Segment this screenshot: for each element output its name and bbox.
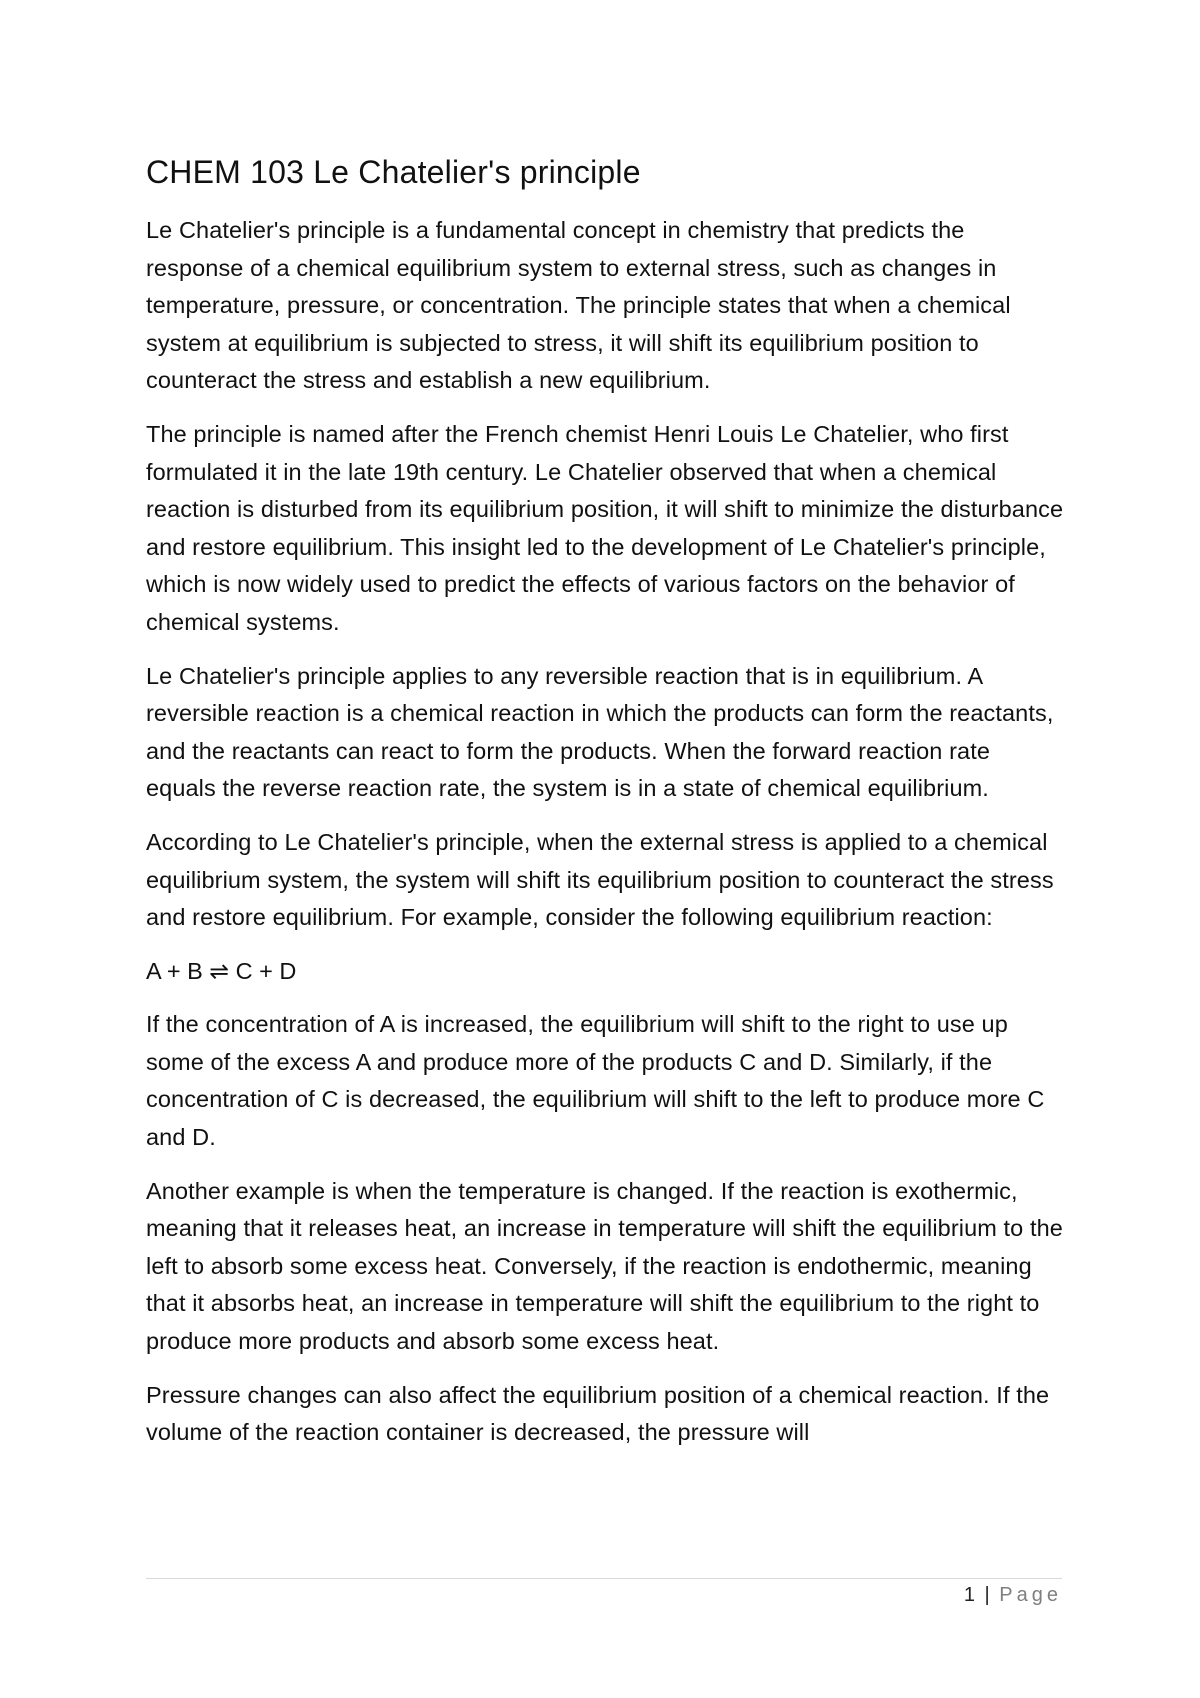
paragraph-temperature: Another example is when the temperature is changed. If the reaction is exothermic, meaning that it releases heat, an increase in temperature will shift the equilibrium to the left to absorb some excess heat. Conversely, if the reaction is endothermic, meaning that it absorbs heat, an increase in temperature will shift the equilibrium to the right to produce more products and absorb some excess heat. bbox=[146, 1177, 1063, 1355]
paragraph-reversible: Le Chatelier's principle applies to any reversible reaction that is in equilibrium. A reversible reaction is a chemical reaction in which the products can form the reactants, and the reactants can react to form the products. When the forward reaction rate equals the reverse reaction rate, the system is in a state of chemical equilibrium. bbox=[146, 662, 1054, 802]
paragraph-concentration: If the concentration of A is increased, the equilibrium will shift to the right to use up some of the excess A and produce more of the products C and D. Similarly, if the concentration of C is decreased, the equilibrium will shift to the left to produce more C and D. bbox=[146, 1011, 1045, 1151]
equilibrium-equation: A + B ⇌ C + D bbox=[146, 957, 297, 984]
footer-divider bbox=[146, 1578, 1062, 1579]
paragraph-history: The principle is named after the French chemist Henri Louis Le Chatelier, who first formulated it in the late 19th century. Le Chatelier observed that when a chemical reaction is disturbed from its equilibrium position, it will shift to minimize the disturbance and restore equilibrium. This insight led to the development of Le Chatelier's principle, which is now widely used to predict the effects of various factors on the behavior of chemical systems. bbox=[146, 420, 1064, 635]
page-number: 1 bbox=[963, 1584, 975, 1606]
document-body bbox=[146, 148, 1066, 1468]
paragraph-example-intro: According to Le Chatelier's principle, when the external stress is applied to a chemical equilibrium system, the system will shift its equilibrium position to counteract the stress and restore equilibrium. For example, consider the following equilibrium reaction: bbox=[146, 828, 1054, 931]
document-title: CHEM 103 Le Chatelier's principle bbox=[146, 154, 641, 190]
page-footer bbox=[964, 1584, 1062, 1607]
paragraph-pressure: Pressure changes can also affect the equilibrium position of a chemical reaction. If the volume of the reaction container is decreased, the pressure will bbox=[146, 1381, 1050, 1446]
paragraph-intro: Le Chatelier's principle is a fundamental concept in chemistry that predicts the response of a chemical equilibrium system to external stress, such as changes in temperature, pressure, or concentration. The principle states that when a chemical system at equilibrium is subjected to stress, it will shift its equilibrium position to counteract the stress and establish a new equilibrium. bbox=[146, 217, 1011, 394]
page-label: Page bbox=[999, 1584, 1062, 1606]
footer-separator: | bbox=[984, 1584, 990, 1606]
